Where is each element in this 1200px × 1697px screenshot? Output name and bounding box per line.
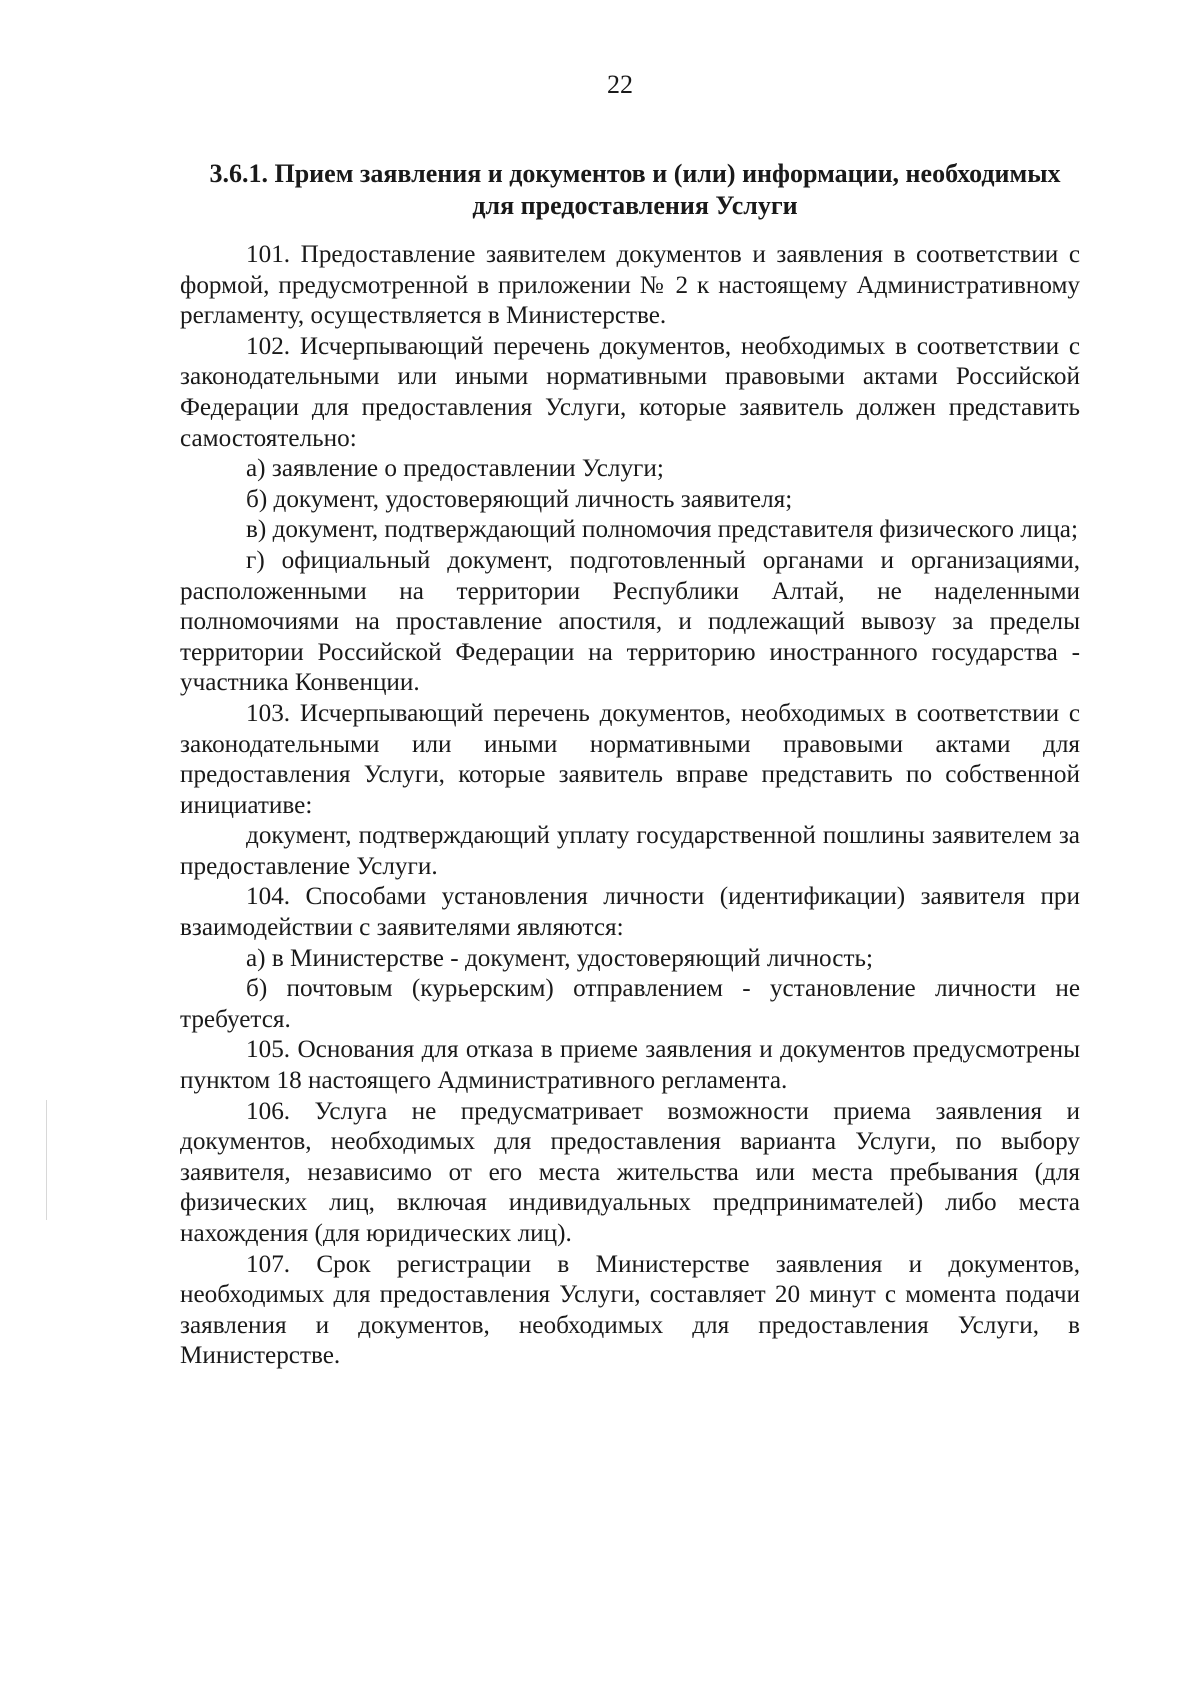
paragraph-104-item-a: а) в Министерстве - документ, удостоверяющий личность; (246, 944, 873, 972)
section-heading: 3.6.1. Прием заявления и документов и (или) информации, необходимых для предоставления Услуги (209, 159, 1061, 220)
page-number: 22 (607, 70, 633, 99)
scan-margin-mark (46, 1100, 47, 1220)
paragraph-107: 107. Срок регистрации в Министерстве заявления и документов, необходимых для предоставления Услуги, составляет 20 минут с момента подачи заявления и документов, необходимых для предоставления Услуги, в Министерстве. (180, 1250, 1080, 1370)
paragraph-104: 104. Способами установления личности (идентификации) заявителя при взаимодействии с заявителями являются: (180, 883, 1080, 942)
list-item-a: а) заявление о предоставлении Услуги; (246, 455, 664, 483)
paragraph-103: 103. Исчерпывающий перечень документов, необходимых в соответствии с законодательными или иными нормативными правовыми актами для предоставления Услуги, которые заявитель вправе представить по собственной инициативе: (180, 699, 1080, 819)
list-item-v: в) документ, подтверждающий полномочия представителя физического лица; (246, 516, 1078, 544)
paragraph-105: 105. Основания для отказа в приеме заявления и документов предусмотрены пунктом 18 настоящего Административного регламента. (180, 1036, 1080, 1095)
paragraph-104-item-b: б) почтовым (курьерским) отправлением - установление личности не требуется. (180, 975, 1080, 1033)
paragraph-101: 101. Предоставление заявителем документов и заявления в соответствии с формой, предусмотренной в приложении № 2 к настоящему Административному регламенту, осуществляется в Министерстве. (180, 241, 1080, 330)
document-body (180, 240, 1080, 1372)
paragraph-102: 102. Исчерпывающий перечень документов, необходимых в соответствии с законодательными или иными нормативными правовыми актами Российской Федерации для предоставления Услуги, которые заявитель должен представить самостоятельно: (180, 332, 1080, 452)
list-item-g: г) официальный документ, подготовленный органами и организациями, расположенными на территории Республики Алтай, не наделенными полномочиями на проставление апостиля, и подлежащий вывозу за пределы территории Российской Федерации на территорию иностранного государства - участника Конвенции. (180, 546, 1080, 697)
paragraph-106: 106. Услуга не предусматривает возможности приема заявления и документов, необходимых для предоставления варианта Услуги, по выбору заявителя, независимо от его места жительства или места пребывания (для физических лиц, включая индивидуальных предпринимателей) либо места нахождения (для юридических лиц). (180, 1097, 1080, 1247)
paragraph-103-item: документ, подтверждающий уплату государственной пошлины заявителем за предоставление Услуги. (180, 822, 1080, 880)
list-item-b: б) документ, удостоверяющий личность заявителя; (246, 485, 793, 513)
